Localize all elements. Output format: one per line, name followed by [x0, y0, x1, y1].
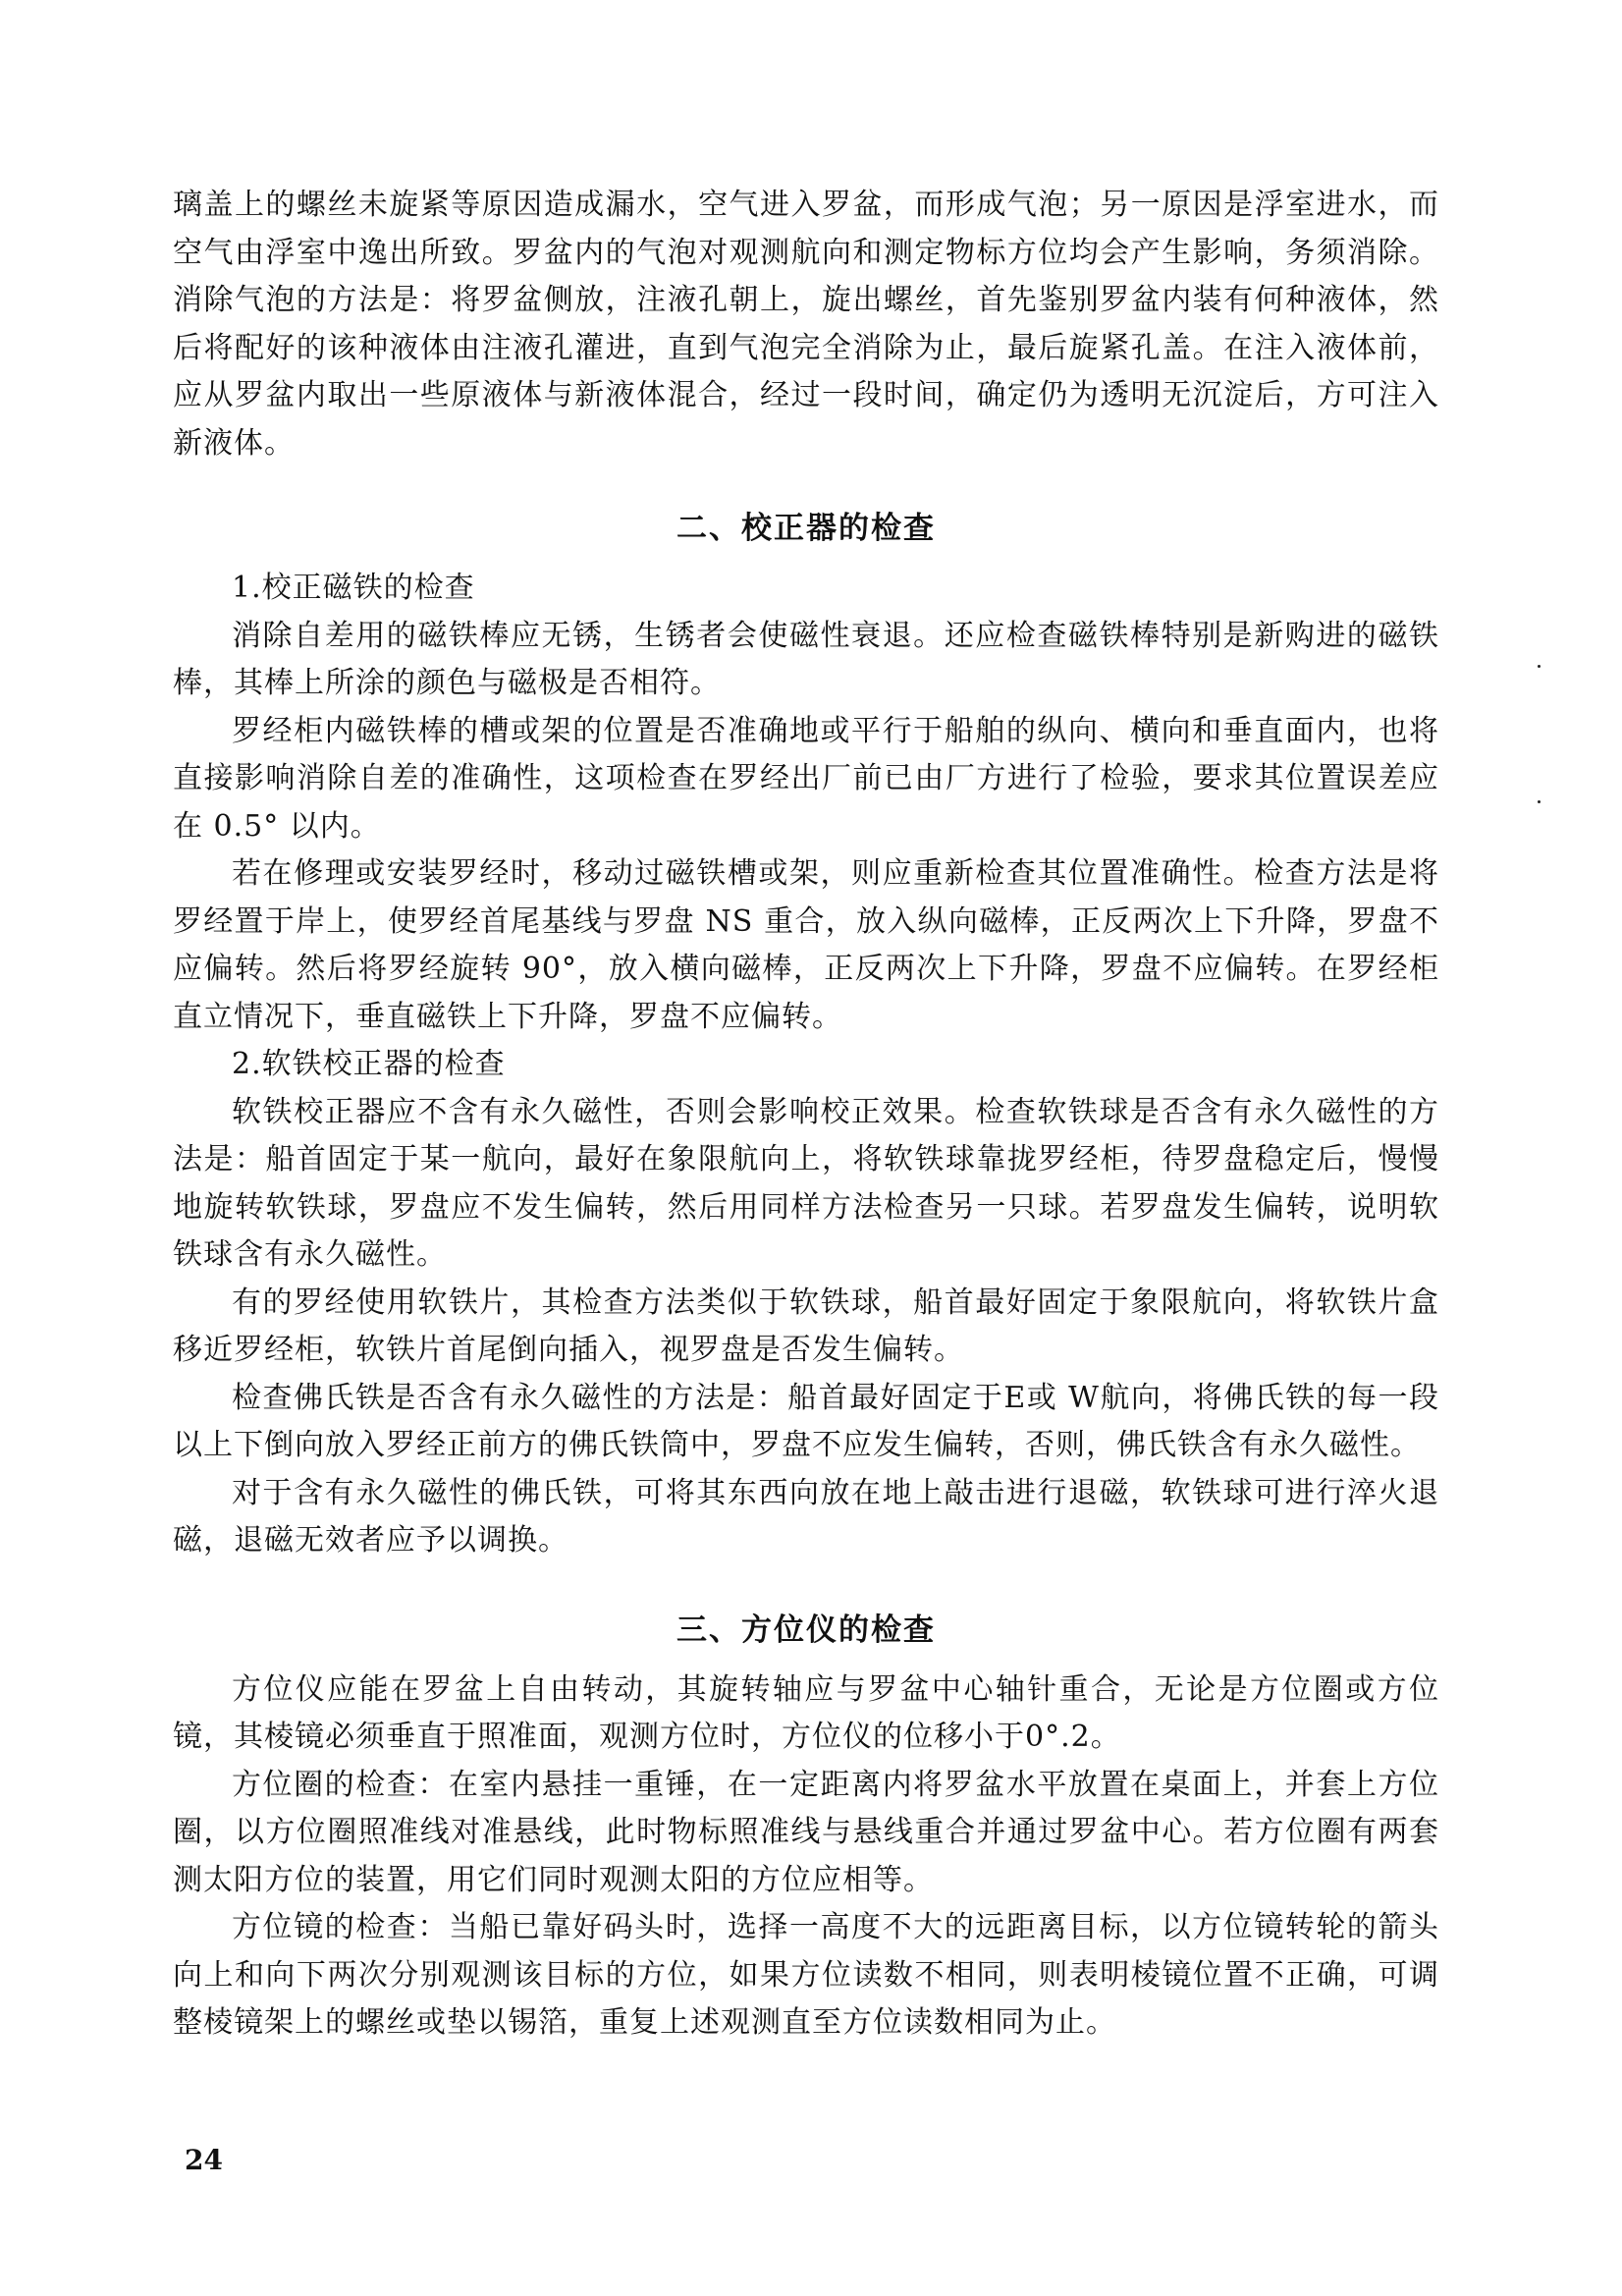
paragraph: 若在修理或安装罗经时，移动过磁铁槽或架，则应重新检查其位置准确性。检查方法是将罗经置于岸上，使罗经首尾基线与罗盘 NS 重合，放入纵向磁棒，正反两次上下升降，罗盘不应偏转。然后将罗经旋转 90°，放入横向磁棒，正反两次上下升降，罗盘不应偏转。在罗经柜直立情况下，垂直磁铁上下升降，罗盘不应偏转。: [173, 856, 1439, 1034]
page-body: [173, 182, 1439, 2048]
page-number: 24: [185, 2144, 223, 2176]
paragraph: 消除自差用的磁铁棒应无锈，生锈者会使磁性衰退。还应检查磁铁棒特别是新购进的磁铁棒，其棒上所涂的颜色与磁极是否相符。: [173, 618, 1439, 700]
section-heading-azimuth: 三、方位仪的检查: [676, 1612, 936, 1648]
paragraph: 检查佛氏铁是否含有永久磁性的方法是：船首最好固定于E或 W航向，将佛氏铁的每一段以上下倒向放入罗经正前方的佛氏铁筒中，罗盘不应发生偏转，否则，佛氏铁含有永久磁性。: [173, 1380, 1439, 1462]
section-heading-correctors: 二、校正器的检查: [676, 511, 936, 546]
paragraph: 对于含有永久磁性的佛氏铁，可将其东西向放在地上敲击进行退磁，软铁球可进行淬火退磁，退磁无效者应予以调换。: [173, 1475, 1439, 1558]
paragraph: 方位圈的检查：在室内悬挂一重锤，在一定距离内将罗盆水平放置在桌面上，并套上方位圈，以方位圈照准线对准悬线，此时物标照准线与悬线重合并通过罗盆中心。若方位圈有两套测太阳方位的装置，用它们同时观测太阳的方位应相等。: [173, 1767, 1439, 1897]
paragraph-continued: 璃盖上的螺丝未旋紧等原因造成漏水，空气进入罗盆，而形成气泡；另一原因是浮室进水，而空气由浮室中逸出所致。罗盆内的气泡对观测航向和测定物标方位均会产生影响，务须消除。消除气泡的方法是：将罗盆侧放，注液孔朝上，旋出螺丝，首先鉴别罗盆内装有何种液体，然后将配好的该种液体由注液孔灌进，直到气泡完全消除为止，最后旋紧孔盖。在注入液体前，应从罗盆内取出一些原液体与新液体混合，经过一段时间，确定仍为透明无沉淀后，方可注入新液体。: [173, 188, 1439, 461]
paragraph: 方位镜的检查：当船已靠好码头时，选择一高度不大的远距离目标，以方位镜转轮的箭头向上和向下两次分别观测该目标的方位，如果方位读数不相同，则表明棱镜位置不正确，可调整棱镜架上的螺丝或垫以锡箔，重复上述观测直至方位读数相同为止。: [173, 1910, 1439, 2040]
paragraph: 罗经柜内磁铁棒的槽或架的位置是否准确地或平行于船舶的纵向、横向和垂直面内，也将直接影响消除自差的准确性，这项检查在罗经出厂前已由厂方进行了检验，要求其位置误差应在 0.5° 以内。: [173, 713, 1439, 844]
paragraph: 方位仪应能在罗盆上自由转动，其旋转轴应与罗盆中心轴针重合，无论是方位圈或方位镜，其棱镜必须垂直于照准面，观测方位时，方位仪的位移小于0°.2。: [173, 1671, 1439, 1754]
scan-speck: [1538, 800, 1541, 803]
paragraph: 软铁校正器应不含有永久磁性，否则会影响校正效果。检查软铁球是否含有永久磁性的方法是：船首固定于某一航向，最好在象限航向上，将软铁球靠拢罗经柜，待罗盘稳定后，慢慢地旋转软铁球，罗盘应不发生偏转，然后用同样方法检查另一只球。若罗盘发生偏转，说明软铁球含有永久磁性。: [173, 1094, 1439, 1272]
subheading-soft-iron-check: 2.软铁校正器的检查: [232, 1047, 506, 1081]
paragraph: 有的罗经使用软铁片，其检查方法类似于软铁球，船首最好固定于象限航向，将软铁片盒移近罗经柜，软铁片首尾倒向插入，视罗盘是否发生偏转。: [173, 1285, 1439, 1367]
scan-speck: [1538, 665, 1541, 668]
subheading-magnet-check: 1.校正磁铁的检查: [232, 571, 475, 605]
